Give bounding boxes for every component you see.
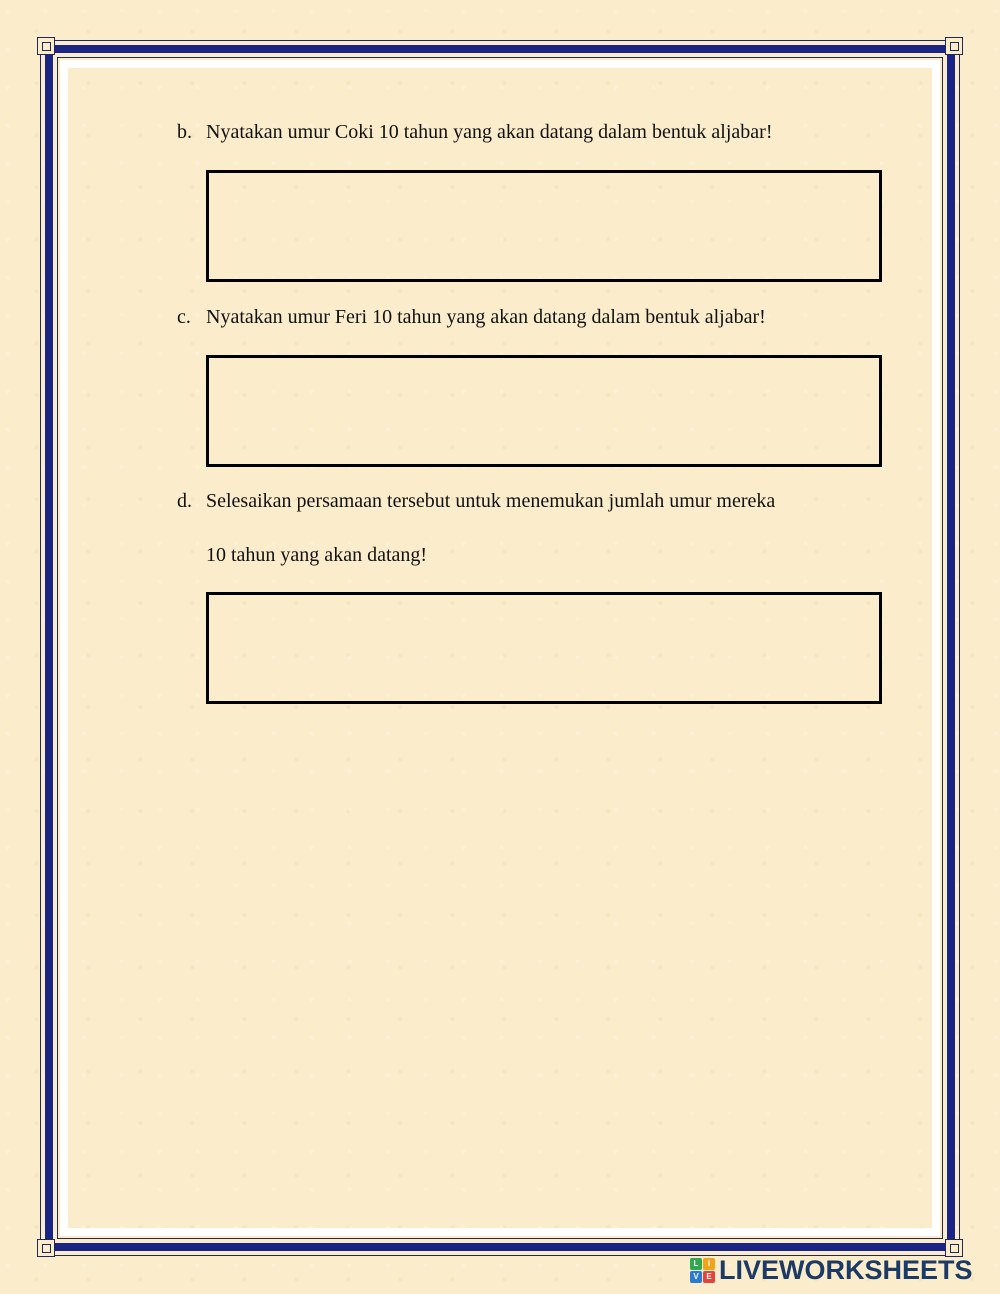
frame-corner-ornament [37, 37, 55, 55]
question-letter: b. [177, 121, 192, 143]
logo-square: L [690, 1258, 702, 1270]
frame-corner-ornament [37, 1239, 55, 1257]
logo-square: V [690, 1271, 702, 1283]
question-c [177, 305, 766, 329]
question-text: Nyatakan umur Feri 10 tahun yang akan datang dalam bentuk aljabar! [206, 306, 766, 328]
liveworksheets-logo [690, 1256, 973, 1284]
question-letter: c. [177, 306, 191, 328]
question-d [177, 489, 775, 513]
frame-corner-ornament [945, 37, 963, 55]
logo-square: E [703, 1271, 715, 1283]
question-text: Nyatakan umur Coki 10 tahun yang akan datang dalam bentuk aljabar! [206, 121, 773, 143]
answer-box-c[interactable] [206, 355, 882, 467]
question-letter: d. [177, 490, 192, 512]
answer-box-b[interactable] [206, 170, 882, 282]
liveworksheets-wordmark: LIVEWORKSHEETS [719, 1254, 973, 1285]
question-b [177, 120, 772, 144]
liveworksheets-logo-icon [690, 1258, 715, 1283]
question-text: Selesaikan persamaan tersebut untuk menemukan jumlah umur mereka [206, 490, 776, 512]
logo-square: I [703, 1258, 715, 1270]
answer-box-d[interactable] [206, 592, 882, 704]
question-d-continuation: 10 tahun yang akan datang! [206, 544, 428, 566]
